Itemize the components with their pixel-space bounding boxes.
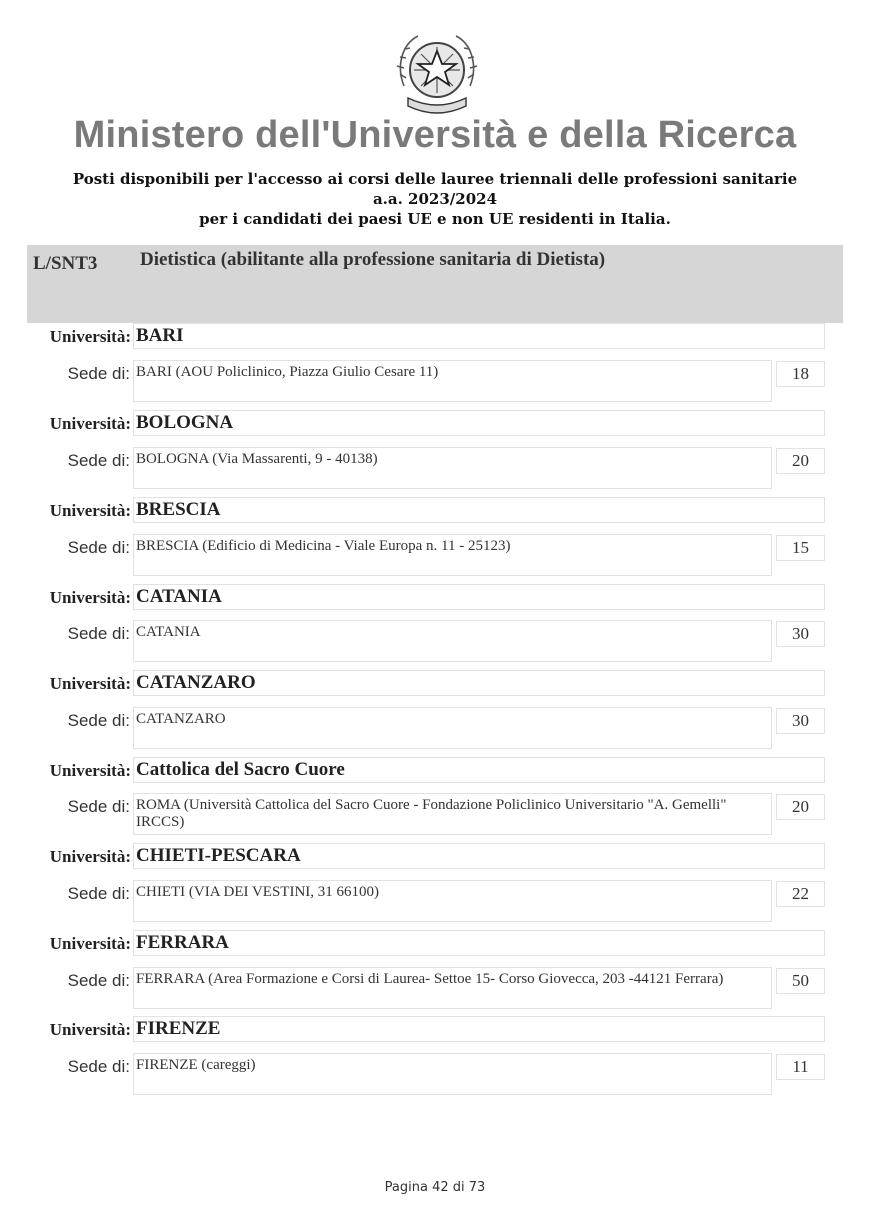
universita-label: Università: (49, 414, 131, 433)
posti-cell (776, 968, 825, 994)
university-row (133, 497, 825, 523)
posti-value: 11 (792, 1057, 809, 1076)
universita-label: Università: (49, 674, 131, 693)
university-name: BOLOGNA (136, 412, 234, 433)
sede-row (133, 360, 772, 402)
sede-text: ROMA (Università Cattolica del Sacro Cuore - Fondazione Policlinico Universitario "A. Gemelli" IRCCS) (136, 797, 727, 830)
italian-republic-emblem-icon (394, 26, 480, 120)
posti-value: 20 (792, 797, 809, 816)
universita-label: Università: (49, 847, 131, 866)
sede-row (133, 447, 772, 489)
posti-value: 30 (792, 624, 809, 643)
sede-text: FERRARA (Area Formazione e Corsi di Laurea- Settoe 15- Corso Giovecca, 203 -44121 Ferrara) (136, 971, 724, 987)
university-row (133, 670, 825, 696)
subtitle-line-1: Posti disponibili per l'accesso ai corsi delle lauree triennali delle professioni sanitarie (72, 170, 798, 188)
sede-label: Sede di: (67, 711, 130, 730)
university-name: BRESCIA (136, 499, 221, 520)
posti-cell (776, 535, 825, 561)
course-header (27, 245, 843, 323)
course-code: L/SNT3 (33, 253, 98, 274)
posti-cell (776, 881, 825, 907)
universita-label: Università: (49, 1020, 131, 1039)
university-name: Cattolica del Sacro Cuore (136, 759, 345, 780)
sede-row (133, 967, 772, 1009)
posti-cell (776, 621, 825, 647)
posti-value: 22 (792, 884, 809, 903)
sede-row (133, 620, 772, 662)
posti-value: 15 (792, 538, 809, 557)
university-row (133, 757, 825, 783)
page-number: Pagina 42 di 73 (384, 1180, 486, 1195)
posti-cell (776, 794, 825, 820)
sede-label: Sede di: (67, 624, 130, 643)
subtitle-line-3: per i candidati dei paesi UE e non UE residenti in Italia. (199, 210, 671, 228)
ministry-title: Ministero dell'Università e della Ricerca (73, 114, 797, 156)
posti-value: 18 (792, 364, 809, 383)
posti-value: 30 (792, 711, 809, 730)
sede-label: Sede di: (67, 971, 130, 990)
university-name: CHIETI-PESCARA (136, 845, 301, 866)
university-name: CATANIA (136, 586, 222, 607)
posti-cell (776, 708, 825, 734)
sede-text: CATANZARO (136, 711, 226, 727)
sede-text: CHIETI (VIA DEI VESTINI, 31 66100) (136, 884, 380, 900)
sede-label: Sede di: (67, 538, 130, 557)
university-row (133, 410, 825, 436)
university-row (133, 843, 825, 869)
sede-row (133, 1053, 772, 1095)
sede-row (133, 707, 772, 749)
sede-label: Sede di: (67, 451, 130, 470)
subtitle-academic-year: a.a. 2023/2024 (372, 190, 498, 208)
course-name: Dietistica (abilitante alla professione sanitaria di Dietista) (140, 249, 606, 270)
universita-label: Università: (49, 761, 131, 780)
sede-label: Sede di: (67, 1057, 130, 1076)
sede-text: CATANIA (136, 624, 201, 640)
universita-label: Università: (49, 588, 131, 607)
university-name: CATANZARO (136, 672, 256, 693)
sede-row (133, 793, 772, 835)
university-name: FERRARA (136, 932, 229, 953)
university-row (133, 1016, 825, 1042)
sede-label: Sede di: (67, 797, 130, 816)
sede-text: BRESCIA (Edificio di Medicina - Viale Europa n. 11 - 25123) (136, 538, 511, 554)
university-row (133, 584, 825, 610)
posti-cell (776, 361, 825, 387)
university-row (133, 930, 825, 956)
university-name: BARI (136, 325, 184, 346)
posti-cell (776, 1054, 825, 1080)
posti-value: 50 (792, 971, 809, 990)
university-name: FIRENZE (136, 1018, 221, 1039)
sede-text: BOLOGNA (Via Massarenti, 9 - 40138) (136, 451, 378, 467)
sede-label: Sede di: (67, 364, 130, 383)
sede-row (133, 534, 772, 576)
sede-row (133, 880, 772, 922)
university-row (133, 323, 825, 349)
sede-label: Sede di: (67, 884, 130, 903)
posti-cell (776, 448, 825, 474)
universita-label: Università: (49, 934, 131, 953)
universita-label: Università: (49, 327, 131, 346)
posti-value: 20 (792, 451, 809, 470)
sede-text: BARI (AOU Policlinico, Piazza Giulio Cesare 11) (136, 364, 439, 380)
sede-text: FIRENZE (careggi) (136, 1057, 256, 1073)
universita-label: Università: (49, 501, 131, 520)
